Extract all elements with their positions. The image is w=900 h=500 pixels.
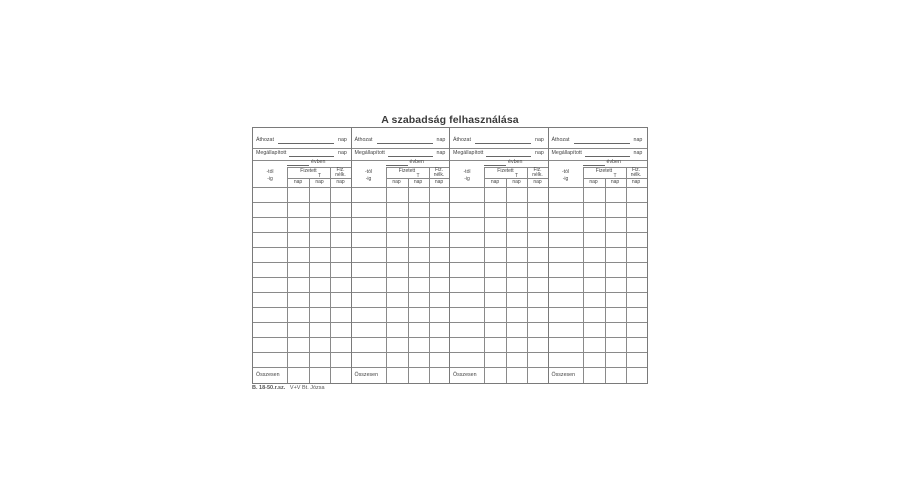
table-row-line	[352, 292, 450, 293]
from-label: -tól	[562, 169, 569, 175]
determined-unit: nap	[338, 150, 347, 156]
determined-unit: nap	[436, 150, 446, 156]
table-row-line	[253, 232, 351, 233]
table-row-line	[450, 352, 548, 353]
paid-label: Fizetett	[300, 168, 317, 174]
paid-label: Fizetett	[497, 168, 514, 174]
unpaid-label-2: nélk.	[630, 172, 642, 178]
total-label: Összesen	[256, 372, 280, 378]
unpaid-label: Fiz.	[336, 167, 345, 173]
table-row-line	[253, 217, 351, 218]
table-row-line	[253, 322, 351, 323]
table-row-line	[549, 292, 648, 293]
table-row-line	[352, 202, 450, 203]
unpaid-label: Fiz.	[533, 167, 542, 173]
table-row-line	[352, 322, 450, 323]
carryover-field[interactable]	[278, 143, 334, 144]
year-label: évben	[508, 159, 523, 165]
table-row-line	[549, 277, 648, 278]
table-row-line	[253, 292, 351, 293]
determined-field[interactable]	[388, 156, 433, 157]
from-label: -tól	[463, 169, 471, 175]
total-label: Összesen	[453, 372, 477, 378]
carryover-field[interactable]	[574, 143, 630, 144]
table-row-line	[253, 307, 351, 308]
paid-label: Fizetett	[398, 168, 416, 174]
table-row-line	[450, 247, 548, 248]
table-row-line	[253, 277, 351, 278]
determined-label: Megállapított	[551, 150, 582, 156]
table-row-line	[253, 262, 351, 263]
from-label: -tól	[266, 169, 274, 175]
table-row-line	[549, 307, 648, 308]
paid-t-label: T	[416, 173, 420, 179]
unpaid-label: Fiz.	[631, 167, 641, 173]
table-row-line	[450, 277, 548, 278]
leave-block	[450, 128, 549, 383]
carryover-unit: nap	[338, 137, 347, 143]
table-row-line	[549, 247, 648, 248]
table-row-line	[549, 337, 648, 338]
unpaid-days-header: nap	[336, 179, 345, 185]
carryover-unit: nap	[633, 137, 643, 143]
table-row-line	[253, 367, 351, 368]
to-label: -ig	[562, 176, 569, 182]
form-footer	[252, 385, 325, 391]
table-row-line	[352, 247, 450, 248]
table-row-line	[352, 277, 450, 278]
table-row-line	[450, 292, 548, 293]
unpaid-days-header: nap	[533, 179, 542, 185]
determined-field[interactable]	[585, 156, 630, 157]
determined-label: Megállapított	[354, 150, 385, 156]
table-row-line	[549, 322, 648, 323]
table-row-line	[352, 262, 450, 263]
to-label: -ig	[267, 176, 273, 182]
unpaid-label-2: nélk.	[335, 172, 346, 178]
leave-usage-form	[252, 127, 648, 384]
to-label: -ig	[464, 176, 470, 182]
table-row-line	[450, 262, 548, 263]
table-row-line	[352, 232, 450, 233]
table-row-line	[450, 337, 548, 338]
table-row-line	[352, 217, 450, 218]
paid-t-label: T	[514, 173, 519, 179]
carryover-label: Áthozat	[354, 137, 373, 143]
form-publisher: V+V Bt. Józsa	[289, 385, 325, 391]
carryover-label: Áthozat	[256, 137, 274, 143]
unpaid-label-2: nélk.	[433, 172, 445, 178]
determined-label: Megállapított	[256, 150, 287, 156]
paid-t-days-header: nap	[610, 179, 620, 185]
from-label: -tól	[365, 169, 372, 175]
year-label: évben	[311, 159, 326, 165]
determined-unit: nap	[633, 150, 643, 156]
table-row-line	[450, 202, 548, 203]
leave-block	[352, 128, 451, 383]
carryover-label: Áthozat	[551, 137, 570, 143]
table-row-line	[352, 352, 450, 353]
year-field[interactable]	[583, 165, 605, 166]
table-row-line	[450, 217, 548, 218]
total-label: Összesen	[551, 372, 576, 378]
determined-unit: nap	[535, 150, 544, 156]
table-row-line	[352, 367, 450, 368]
determined-field[interactable]	[486, 156, 531, 157]
paid-label: Fizetett	[595, 168, 613, 174]
paid-t-label: T	[317, 173, 322, 179]
year-label: évben	[606, 159, 621, 165]
unpaid-label-2: nélk.	[532, 172, 543, 178]
leave-block	[549, 128, 648, 383]
table-row-line	[450, 322, 548, 323]
table-row-line	[253, 247, 351, 248]
table-row-line	[450, 232, 548, 233]
leave-block	[253, 128, 352, 383]
table-row-line	[549, 232, 648, 233]
carryover-unit: nap	[436, 137, 446, 143]
table-row-line	[549, 217, 648, 218]
unpaid-days-header: nap	[631, 179, 641, 185]
carryover-field[interactable]	[377, 143, 433, 144]
unpaid-days-header: nap	[434, 179, 444, 185]
carryover-unit: nap	[535, 137, 544, 143]
paid-t-label: T	[613, 173, 617, 179]
table-row-line	[253, 352, 351, 353]
to-label: -ig	[365, 176, 372, 182]
year-field[interactable]	[386, 165, 408, 166]
determined-field[interactable]	[289, 156, 334, 157]
carryover-label: Áthozat	[453, 137, 471, 143]
table-row-line	[253, 337, 351, 338]
paid-t-days-header: nap	[512, 179, 521, 185]
paid-t-days-header: nap	[315, 179, 324, 185]
table-row-line	[253, 202, 351, 203]
paid-t-days-header: nap	[413, 179, 423, 185]
table-row-line	[352, 337, 450, 338]
table-row-line	[549, 262, 648, 263]
year-field[interactable]	[287, 165, 309, 166]
table-row-line	[549, 202, 648, 203]
form-code: B. 18-50.r.sz.	[252, 385, 286, 391]
determined-label: Megállapított	[453, 150, 484, 156]
table-row-line	[450, 367, 548, 368]
table-row-line	[549, 367, 648, 368]
total-label: Összesen	[354, 372, 379, 378]
table-row-line	[352, 307, 450, 308]
unpaid-label: Fiz.	[434, 167, 444, 173]
paid-days-header: nap	[589, 179, 598, 185]
paid-days-header: nap	[490, 179, 500, 185]
paid-days-header: nap	[392, 179, 401, 185]
year-label: évben	[409, 159, 424, 165]
table-row-line	[450, 307, 548, 308]
carryover-field[interactable]	[475, 143, 531, 144]
table-row-line	[549, 352, 648, 353]
form-title: A szabadság felhasználása	[381, 114, 519, 126]
year-field[interactable]	[484, 165, 506, 166]
paid-days-header: nap	[293, 179, 303, 185]
